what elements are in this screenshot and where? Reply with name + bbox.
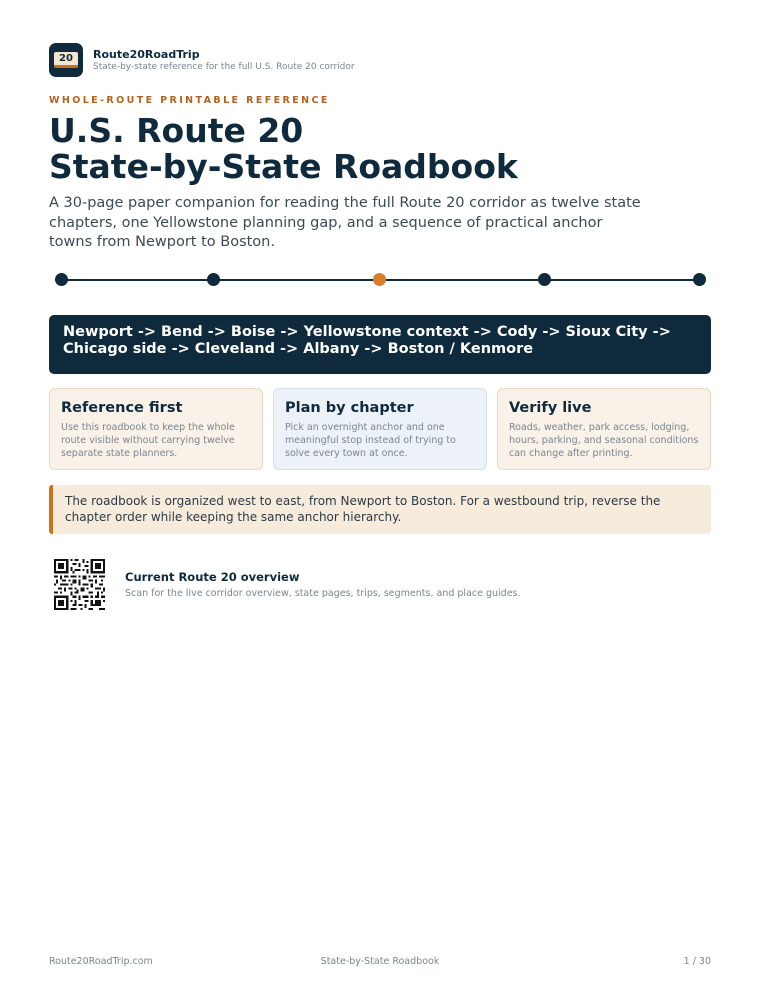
timeline-dot xyxy=(207,273,220,286)
route-timeline xyxy=(61,279,699,281)
timeline-dot-active xyxy=(373,273,386,286)
card-body: Pick an overnight anchor and one meaningful stop instead of trying to solve every town at once. xyxy=(285,422,456,459)
card-title: Reference first xyxy=(61,400,183,416)
footer-title: State-by-State Roadbook xyxy=(320,956,440,967)
page-number: 1 / 30 xyxy=(683,956,711,967)
direction-note: The roadbook is organized west to east, from Newport to Boston. For a westbound trip, reverse the chapter order while keeping the same anchor hierarchy. xyxy=(49,485,711,534)
qr-subtitle: Scan for the live corridor overview, state pages, trips, segments, and place guides. xyxy=(125,588,521,599)
route-sequence-banner: Newport -> Bend -> Boise -> Yellowstone context -> Cody -> Sioux City -> Chicago side -> Cleveland -> Albany -> Boston / Kenmore xyxy=(49,315,711,374)
brand-name: Route20RoadTrip xyxy=(93,47,200,61)
card-body: Roads, weather, park access, lodging, hours, parking, and seasonal conditions can change after printing. xyxy=(509,422,699,459)
brand-header xyxy=(49,43,355,77)
timeline-dot xyxy=(693,273,706,286)
card-plan-by-chapter xyxy=(273,388,487,470)
card-reference-first xyxy=(49,388,263,470)
timeline-dot xyxy=(538,273,551,286)
card-title: Plan by chapter xyxy=(285,400,414,416)
title-line-1: U.S. Route 20 xyxy=(49,111,304,150)
logo-shield: 20 xyxy=(54,52,78,68)
card-verify-live xyxy=(497,388,711,470)
qr-section xyxy=(54,559,521,610)
page-title xyxy=(49,113,518,185)
card-title: Verify live xyxy=(509,400,592,416)
principle-cards xyxy=(49,388,711,470)
brand-text xyxy=(93,48,355,73)
eyebrow-label: WHOLE-ROUTE PRINTABLE REFERENCE xyxy=(49,95,330,106)
route-20-logo-icon xyxy=(49,43,83,77)
qr-text xyxy=(125,570,521,601)
card-body: Use this roadbook to keep the whole route visible without carrying twelve separate state planners. xyxy=(61,422,235,459)
intro-paragraph: A 30-page paper companion for reading the full Route 20 corridor as twelve state chapters, one Yellowstone planning gap, and a sequence of practical anchor towns from Newport to Boston. xyxy=(49,195,641,250)
brand-tagline: State-by-state reference for the full U.S. Route 20 corridor xyxy=(93,61,355,72)
qr-title: Current Route 20 overview xyxy=(125,570,300,584)
title-line-2: State-by-State Roadbook xyxy=(49,147,518,186)
footer-site: Route20RoadTrip.com xyxy=(49,956,153,967)
qr-code-icon[interactable] xyxy=(54,559,105,610)
timeline-dot xyxy=(55,273,68,286)
